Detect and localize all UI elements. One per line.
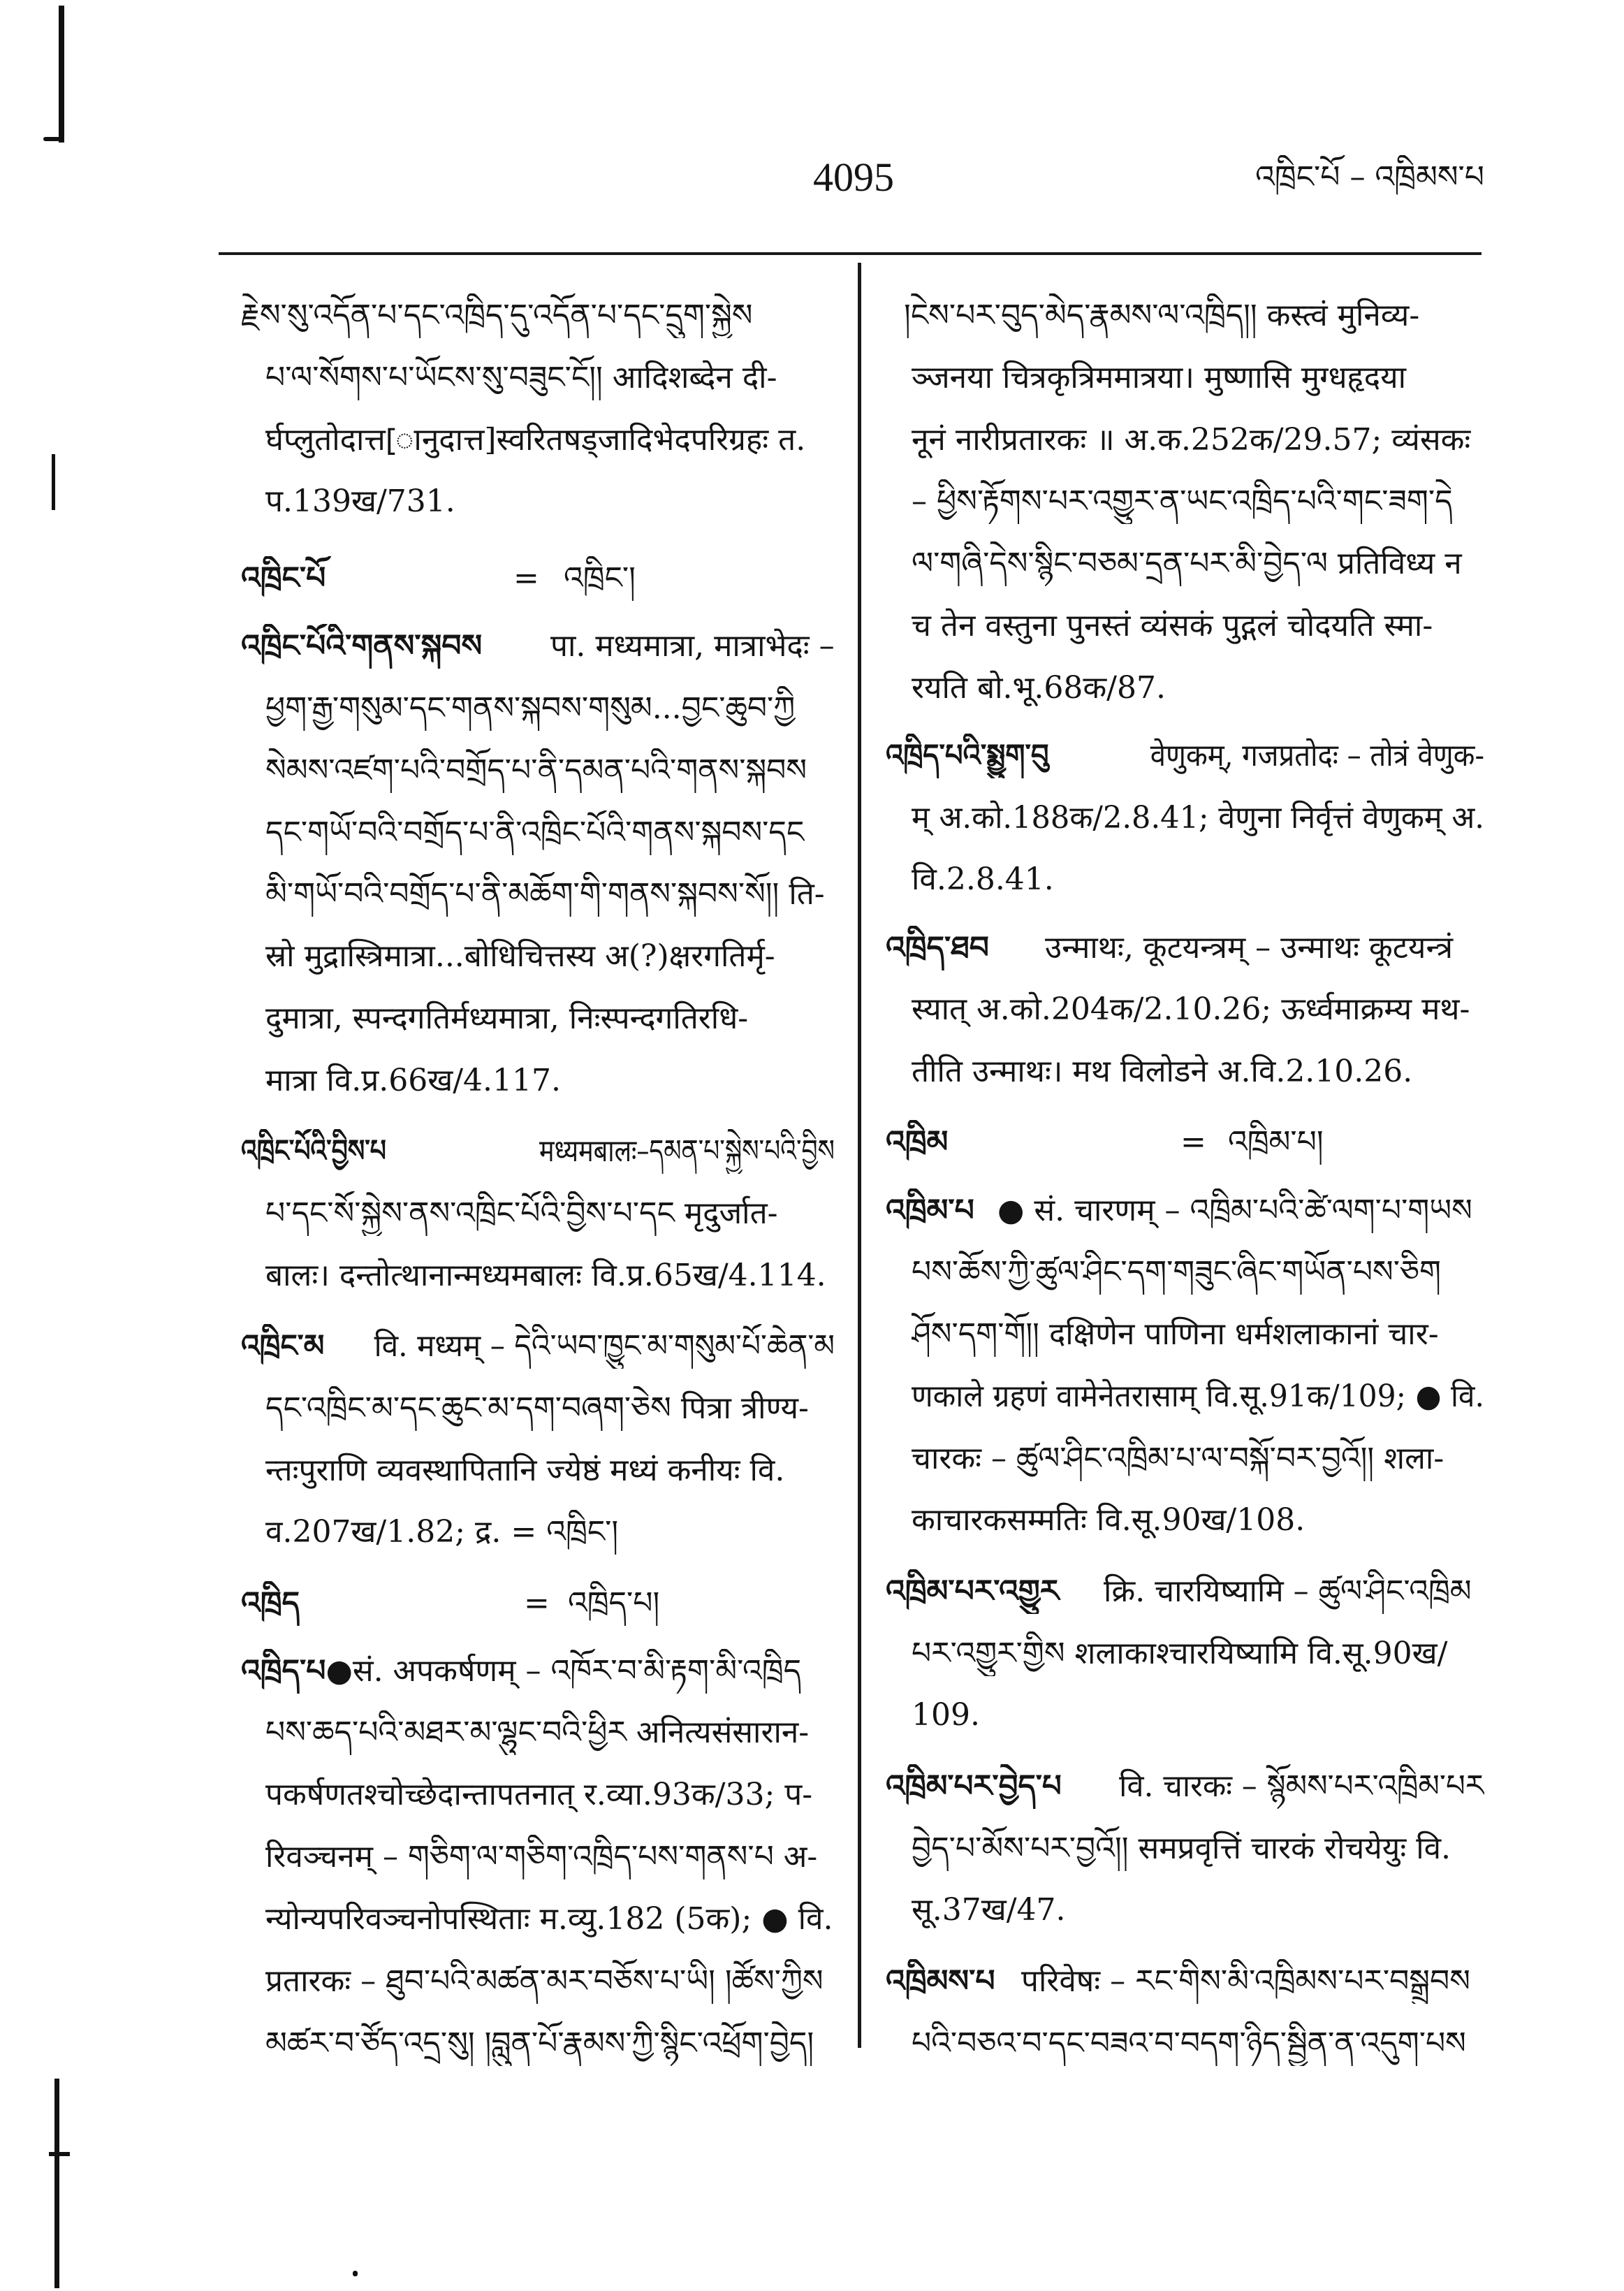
text-line <box>265 1253 835 1298</box>
entry-content <box>886 1764 1484 1809</box>
line-text: རྗེས་སུ་འདོན་པ་དང་འཁྲིད་དུ་འདོན་པ་དང་དྲུག་སྐྱེས <box>241 298 753 333</box>
headword: འཁྲིམ་པ <box>886 1193 974 1228</box>
line-text: ञ्जनया चित्रकृत्रिममात्रया। मुष्णासि मुग्धहृदया <box>912 360 1406 395</box>
line-text: वि.2.8.41. <box>912 861 1054 897</box>
text-line <box>265 1959 835 2004</box>
text-line <box>912 1437 1484 1481</box>
equals-sign: = <box>513 560 539 596</box>
headword: འཁྲིང་པོ <box>241 560 326 596</box>
text-line <box>912 1312 1484 1357</box>
line-text: काचारकसम्मतिः वि.सू.90ख/108. <box>912 1502 1305 1538</box>
cross-reference: འཁྲིམ་པ། <box>1228 1124 1324 1160</box>
dictionary-entry <box>886 926 1484 970</box>
text-line <box>265 1191 835 1236</box>
entry-text: वि. चारकः – སྙོམས་པར་འཁྲིམ་པར <box>1119 1768 1484 1804</box>
text-line <box>912 796 1484 841</box>
scan-artifact <box>43 137 63 141</box>
entry-content <box>886 1569 1472 1614</box>
dictionary-entry <box>886 1959 1484 2004</box>
text-line <box>265 2021 835 2066</box>
line-text: णकाले ग्रहणं वामेनेतरासाम् वि.सू.91क/109; ● वि. <box>912 1379 1484 1414</box>
scan-artifact <box>353 2271 358 2276</box>
text-line <box>265 418 835 463</box>
line-text: པ་ལ་སོགས་པ་ཡོངས་སུ་བཟུང་ངོ།། आदिशब्देन दी- <box>265 360 777 395</box>
line-text: སེམས་འཛག་པའི་བགྲོད་པ་ནི་དམན་པའི་གནས་སྐབས <box>265 752 807 788</box>
text-line <box>265 872 835 917</box>
column-divider <box>858 263 861 2048</box>
line-text: नूनं नारीप्रतारकः ॥ अ.क.252क/29.57; व्यंसकः <box>912 422 1471 458</box>
entry-text: परिवेषः – རང་གིས་མི་འཁྲིམས་པར་བསྒྲུབས <box>1021 1963 1470 1999</box>
line-text: न्योन्यपरिवञ्चनोपस्थिताः म.व्यु.182 (5क); ● वि. <box>265 1901 833 1937</box>
scan-artifact <box>59 6 64 143</box>
text-line <box>265 996 835 1041</box>
text-line <box>241 293 835 338</box>
entry-text: क्रि. चारयिष्यामि – ཚུལ་ཤིང་འཁྲིམ <box>1104 1573 1472 1609</box>
text-line <box>912 1888 1484 1933</box>
text-line <box>912 666 1484 711</box>
text-line <box>912 604 1484 648</box>
line-text: པས་ཆོས་ཀྱི་ཚུལ་ཤིང་དག་གཟུང་ཞིང་གཡོན་པས་ཅིག <box>912 1254 1441 1290</box>
scan-artifact <box>49 2152 70 2156</box>
line-text: 109. <box>912 1697 980 1733</box>
text-line <box>912 1631 1484 1676</box>
line-text: པ་དང་སོ་སྐྱེས་ནས་འཁྲིང་པོའི་བྱིས་པ་དང मृदुर्जात- <box>265 1195 778 1231</box>
entry-text: ● सं. चारणम् – འཁྲིམ་པའི་ཚེ་ལག་པ་གཡས <box>997 1193 1472 1228</box>
headword: འཁྲིང་པོའི་གནས་སྐབས <box>241 628 483 664</box>
line-text: ལ་གཞི་དེས་སྙིང་བཅམ་དྲན་པར་མི་བྱེད་ལ प्रतिविध्य न <box>912 546 1462 581</box>
text-line <box>265 1710 835 1755</box>
entry-content <box>886 734 1484 778</box>
text-line <box>265 1773 835 1817</box>
line-text: ཤོས་དག་གོ།། दक्षिणेन पाणिना धर्मशलाकानां चार- <box>912 1316 1439 1352</box>
text-line <box>265 686 835 731</box>
text-line <box>912 2021 1484 2066</box>
running-head <box>1219 155 1484 200</box>
line-text: ཕྱག་རྒྱ་གསུམ་དང་གནས་སྐབས་གསུམ...བྱང་ཆུབ་ཀྱི <box>265 690 796 726</box>
headword: འཁྲིང་པོའི་བྱིས་པ <box>241 1133 386 1169</box>
entry-content <box>241 624 835 669</box>
header-rule <box>219 252 1482 255</box>
text-line <box>265 1059 835 1103</box>
line-text: स्रो मुद्रास्त्रिमात्रा...बोधिचित्तस्य अ(?)क्षरगतिर्मृ- <box>265 938 775 974</box>
entry-content <box>886 926 1453 970</box>
text-line <box>265 479 835 524</box>
line-text: བྱེད་པ་མོས་པར་བྱའོ།། समप्रवृत्तिं चारकं रोचयेयुः वि. <box>912 1831 1451 1866</box>
dictionary-entry <box>241 1129 835 1174</box>
line-text: सू.37ख/47. <box>912 1892 1066 1928</box>
text-line <box>912 1498 1484 1543</box>
dictionary-entry <box>241 624 835 669</box>
line-text: །ངེས་པར་བུད་མེད་རྣམས་ལ་འཁྲིད།། कस्त्वं मुनिव्य- <box>904 298 1420 333</box>
entry-content <box>241 1324 835 1369</box>
entry-content <box>886 1120 1324 1165</box>
text-line <box>912 1250 1484 1295</box>
text-line <box>912 987 1484 1032</box>
entry-content <box>241 1581 659 1626</box>
line-text: चारकः – ཚུལ་ཤིང་འཁྲིམ་པ་ལ་བསྐོ་བར་བྱའོ།། शला- <box>912 1441 1444 1476</box>
cross-reference: འཁྲིད་པ། <box>568 1585 660 1621</box>
line-text: बालः। दन्तोत्थानान्मध्यमबालः वि.प्र.65ख/4.114. <box>265 1258 826 1293</box>
text-line <box>265 934 835 979</box>
text-line <box>912 1374 1484 1419</box>
headword: འཁྲིམ་པར་འགྱུར <box>886 1573 1060 1609</box>
line-text: प्रतारकः – ཐུབ་པའི་མཚན་མར་བཅོས་པ་ཡི། །ཚོས་ཀྱིས <box>265 1963 824 1999</box>
text-line <box>265 748 835 793</box>
line-text: व.207ख/1.82; द्र. = འཁྲིང་། <box>265 1514 619 1550</box>
entry-content <box>241 1129 835 1174</box>
text-line <box>912 479 1484 524</box>
scan-artifact <box>54 2079 59 2288</box>
dictionary-entry <box>886 734 1484 778</box>
headword: འཁྲིང་མ <box>241 1328 325 1364</box>
entry-text: मध्यमबालः–དམན་པ་སྐྱེས་པའི་བྱིས <box>539 1133 835 1169</box>
entry-content <box>241 1649 801 1694</box>
text-line <box>912 1049 1484 1094</box>
line-text: པའི་བཅའ་བ་དང་བཟའ་བ་བདག་ཉིད་སྦྱིན་ན་འདུག་པས <box>912 2025 1466 2061</box>
line-text: च तेन वस्तुना पुनस्तं व्यंसकं पुद्गलं चोदयति स्मा- <box>912 608 1433 643</box>
line-text: མི་གཡོ་བའི་བགྲོད་པ་ནི་མཆོག་གི་གནས་སྐབས་སོ།། ति- <box>265 876 825 912</box>
headword: འཁྲིམས་པ <box>886 1963 995 1999</box>
line-text: དང་འཁྲིང་མ་དང་ཆུང་མ་དག་བཞག་ཅེས पित्रा त्रीण्य- <box>265 1390 809 1426</box>
line-text: दुमात्रा, स्पन्दगतिर्मध्यमात्रा, निःस्पन्दगतिरधि- <box>265 1001 749 1036</box>
equals-sign: = <box>1180 1124 1206 1160</box>
line-text: म् अ.को.188क/2.8.41; वेणुना निर्वृत्तं वेणुकम् अ. <box>912 800 1484 836</box>
text-line <box>265 1897 835 1942</box>
line-text: प.139ख/731. <box>265 483 455 519</box>
dictionary-entry <box>241 1324 835 1369</box>
dictionary-entry <box>886 1188 1484 1233</box>
running-head-text: འཁྲིང་པོ – འཁྲིམས་པ <box>1255 159 1484 195</box>
equals-sign: = <box>524 1585 550 1621</box>
entry-text: पा. मध्यमात्रा, मात्राभेदः – <box>550 628 835 664</box>
text-line <box>912 418 1484 463</box>
cross-reference: འཁྲིང་། <box>564 560 636 596</box>
headword: འཁྲིད <box>241 1585 300 1621</box>
line-text: न्तःपुराणि व्यवस्थापितानि ज्येष्ठं मध्यं कनीयः वि. <box>265 1453 785 1488</box>
headword: འཁྲིད་པ <box>241 1653 326 1689</box>
text-line <box>265 1835 835 1879</box>
text-line <box>912 857 1484 902</box>
line-text: र्घप्लुतोदात्त[ानुदात्त]स्वरितषड्जादिभेदपरिग्रहः त. <box>265 422 806 458</box>
text-line <box>265 1386 835 1431</box>
headword: འཁྲིད་ཐབ <box>886 930 990 966</box>
text-line <box>265 810 835 855</box>
line-text: रयति बो.भू.68क/87. <box>912 670 1166 706</box>
text-line <box>912 1826 1484 1871</box>
line-text: པར་འགྱུར་གྱིས शलाकाश्चारयिष्यामि वि.सू.90ख/ <box>912 1636 1448 1671</box>
headword: འཁྲིམ་པར་བྱེད་པ <box>886 1768 1062 1804</box>
line-text: མཚར་བ་ཙོད་འདྲ་སུ། །བླུན་པོ་རྣམས་ཀྱི་སྙིང་འཕྲོག་བྱེད། <box>265 2025 814 2061</box>
entry-text: उन्माथः, कूटयन्त्रम् – उन्माथः कूटयन्त्रं <box>1045 930 1454 966</box>
text-line <box>912 356 1484 400</box>
entry-content <box>886 1188 1472 1233</box>
text-line <box>912 541 1484 586</box>
dictionary-entry <box>886 1764 1484 1809</box>
entry-content <box>886 1959 1470 2004</box>
headword: འཁྲིད་པའི་སྨྱུག་བུ <box>886 738 1049 773</box>
dictionary-entry <box>241 1649 835 1694</box>
line-text: रिवञ्चनम् – གཅིག་ལ་གཅིག་འཁྲིད་པས་གནས་པ अ- <box>265 1839 818 1875</box>
text-line <box>265 1448 835 1493</box>
text-line <box>265 356 835 400</box>
line-text: དང་གཡོ་བའི་བགྲོད་པ་ནི་འཁྲིང་པོའི་གནས་སྐབས་དང <box>265 815 805 850</box>
entry-text: वेणुकम्, गजप्रतोदः – तोत्रं वेणुक- <box>1150 738 1484 773</box>
dictionary-entry <box>886 1569 1484 1614</box>
line-text: तीति उन्माथः। मथ विलोडने अ.वि.2.10.26. <box>912 1054 1413 1089</box>
line-text: स्यात् अ.को.204क/2.10.26; ऊर्ध्वमाक्रम्य मथ- <box>912 991 1470 1027</box>
entry-text: वि. मध्यम् – དེའི་ཡབ་ཁྱུང་མ་གསུམ་པོ་ཆེན་མ <box>374 1328 835 1364</box>
entry-text: ●सं. अपकर्षणम् – འཁོར་བ་མི་རྟག་མི་འཁྲིད <box>325 1653 802 1689</box>
dictionary-entry <box>241 556 835 601</box>
text-line <box>904 293 1484 338</box>
text-line <box>265 1510 835 1555</box>
line-text: मात्रा वि.प्र.66ख/4.117. <box>265 1063 562 1098</box>
line-text: པས་ཆད་པའི་མཐར་མ་ལྷུང་བའི་ཕྱིར अनित्यसंसारान- <box>265 1715 810 1750</box>
headword: འཁྲིམ <box>886 1124 949 1160</box>
page-number: 4095 <box>813 154 894 200</box>
line-text: पकर्षणतश्चोच्छेदान्तापतनात् र.व्या.93क/33; प- <box>265 1777 813 1812</box>
entry-content <box>241 556 636 601</box>
line-text: – ཕྱིས་རྟོགས་པར་འགྱུར་ན་ཡང་འཁྲིད་པའི་གང་ཟག་དེ <box>912 483 1453 519</box>
dictionary-entry <box>886 1120 1484 1165</box>
dictionary-entry <box>241 1581 835 1626</box>
text-line <box>912 1693 1484 1738</box>
scan-artifact <box>52 454 55 510</box>
